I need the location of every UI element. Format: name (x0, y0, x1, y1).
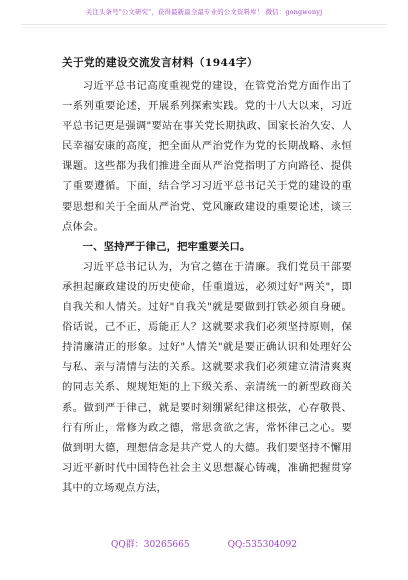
header-banner: 关注头条号"公文研究"，获得最新最全最专业的公文资料库！ 微信：gongwenyj (85, 8, 323, 16)
section-heading-1: 一、坚持严于律己，把牢重要关口。 (82, 240, 251, 253)
footer-contacts (0, 537, 408, 550)
document-body (62, 76, 352, 498)
qq-contact: QQ:535304092 (227, 540, 297, 550)
qq-group-contact: QQ群：30265665 (111, 540, 190, 550)
section-1-paragraph: 习近平总书记认为，为官之德在于清廉。我们党员干部要承担起廉政建设的历史使命，任重道远，必须过好"两关"，即自我关和人情关。过好"自我关"就是要做到打铁必须自身硬。俗话说，己不正，焉能正人？这就要求我们必须坚持原则，保持清廉清正的形象。过好"人情关"就是要正确认识和处理好公与私、亲与清情与法的关系。这就要求我们必须建立清清爽爽的同志关系、规规矩矩的上下级关系、亲清统一的新型政商关系。做到严于律己，就是要时刻绷紧纪律这根弦，心存敬畏、行有所止，常修为政之德，常思贪欲之害，常怀律己之心。要做到明大德，理想信念是共产党人的大德。我们要坚持不懈用习近平新时代中国特色社会主义思想凝心铸魂，准确把握贯穿其中的立场观点方法， (62, 260, 352, 494)
header-divider (22, 24, 386, 28)
document-title: 关于党的建设交流发言材料（1944字） (62, 57, 258, 69)
intro-paragraph: 习近平总书记高度重视党的建设，在管党治党方面作出了一系列重要论述，开展系列探索实践。党的十八大以来，习近平总书记更是强调"要站在事关党长期执政、国家长治久安、人民幸福安康的高度，把全面从严治党作为党的长期战略、永恒课题。这些都为我们推进全面从严治党指明了方向路径、提供了重要遵循。下面，结合学习习近平总书记关于党的建设的重要思想和关于全面从严治党、党风廉政建设的重要论述，谈三点体会。 (62, 80, 352, 233)
